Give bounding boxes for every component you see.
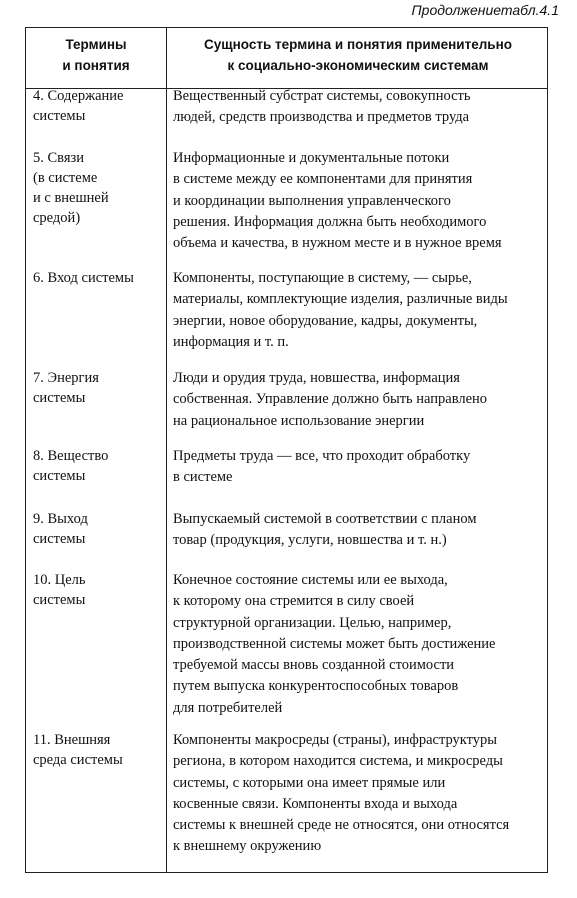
header-essence: Сущность термина и понятия применительно к социально-экономическим системам (204, 37, 512, 73)
row-desc-11: Компоненты макросреды (страны), инфраструктуры региона, в котором находится система, и микросреды системы, с которыми она имеет прямые или косвенные связи. Компоненты входа и выхода системы к внешней среде не относятся, они относятся к внешнему окружению (173, 732, 510, 855)
row-term-10: 10. Цель системы (33, 572, 86, 608)
row-desc-8: Предметы труда — все, что проходит обработку в системе (173, 448, 471, 486)
row-term-4: 4. Содержание системы (33, 88, 124, 124)
column-divider (166, 28, 167, 872)
row-desc-7: Люди и орудия труда, новшества, информация собственная. Управление должно быть направлено на рациональное использование энергии (173, 370, 488, 429)
row-term-5: 5. Связи (в системе и с внешней средой) (33, 150, 109, 226)
row-term-7: 7. Энергия системы (33, 370, 99, 406)
row-term-9: 9. Выход системы (33, 511, 88, 547)
row-desc-9: Выпускаемый системой в соответствии с планом товар (продукция, услуги, новшества и т. н.) (173, 511, 477, 549)
row-term-11: 11. Внешняя среда системы (33, 732, 123, 768)
table-caption: Продолжениетабл.4.1 (411, 2, 559, 18)
row-desc-10: Конечное состояние системы или ее выхода, к которому она стремится в силу своей структурной организации. Целью, например, производственной системы может быть достижение требуемой массы вновь созданной стоимости путем выпуска конкурентоспособных товаров для потребителей (173, 572, 496, 716)
row-desc-6: Компоненты, поступающие в систему, — сырье, материалы, комплектующие изделия, различные виды энергии, новое оборудование, кадры, документы, информация и т. п. (173, 270, 508, 350)
row-term-6: 6. Вход системы (33, 270, 134, 286)
row-desc-4: Вещественный субстрат системы, совокупность людей, средств производства и предметов труда (173, 88, 471, 126)
terms-table (25, 27, 548, 873)
row-desc-5: Информационные и документальные потоки в системе между ее компонентами для принятия и координации выполнения управленческого решения. Информация должна быть необходимого объема и качества, в нужном месте и в нужное время (173, 150, 502, 252)
row-term-8: 8. Вещество системы (33, 448, 109, 484)
header-terms: Термины и понятия (62, 37, 130, 73)
